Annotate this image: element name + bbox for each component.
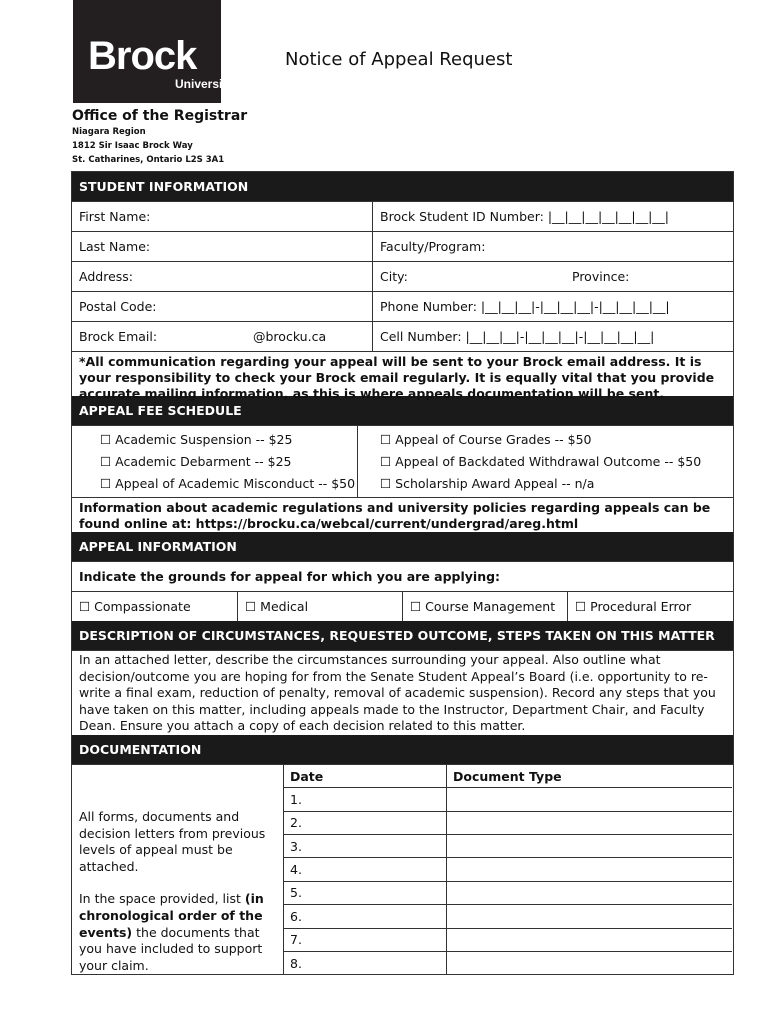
documentation-paragraph-2-b: (in chronological order of the events)	[79, 891, 264, 940]
fee-column-left	[72, 426, 358, 497]
office-address-line-2: 1812 Sir Isaac Brock Way	[72, 141, 193, 151]
document-type-cell[interactable]	[447, 881, 733, 904]
date-cell[interactable]: 1.	[284, 788, 447, 811]
ground-compassionate-checkbox[interactable]: ☐ Compassionate	[72, 592, 238, 621]
ground-medical-checkbox[interactable]: ☐ Medical	[238, 592, 403, 621]
date-cell[interactable]: 5.	[284, 881, 447, 904]
fee-schedule-header: APPEAL FEE SCHEDULE	[72, 396, 733, 425]
date-cell[interactable]: 7.	[284, 928, 447, 951]
document-type-cell[interactable]	[447, 835, 733, 858]
city-field[interactable]: City:	[380, 269, 408, 284]
brock-university-logo	[73, 0, 234, 103]
documentation-paragraph-1: All forms, documents and decision letters from previous levels of appeal must be attached.	[79, 809, 266, 874]
province-field[interactable]: Province:	[572, 269, 630, 284]
document-type-cell[interactable]	[447, 811, 733, 834]
date-cell[interactable]: 8.	[290, 955, 302, 971]
last-name-field[interactable]: Last Name:	[72, 232, 373, 261]
office-address-line-1: Niagara Region	[72, 127, 146, 137]
ground-procedural-error-checkbox[interactable]: ☐ Procedural Error	[575, 599, 692, 614]
documentation-paragraph-2-a: In the space provided, list	[79, 891, 245, 907]
first-name-field[interactable]: First Name:	[72, 202, 373, 231]
documents-table	[284, 765, 732, 974]
fee-option-academic-misconduct[interactable]: ☐ Appeal of Academic Misconduct -- $50	[100, 476, 356, 491]
description-header: DESCRIPTION OF CIRCUMSTANCES, REQUESTED OUTCOME, STEPS TAKEN ON THIS MATTER	[72, 621, 733, 650]
communication-note: *All communication regarding your appeal will be sent to your Brock email address. It is your responsibility to check your Brock email regularly. It is equally vital that you provide accurate mailing information, as this is where appeals documentation will be sent.	[72, 351, 733, 396]
documentation-paragraph-2-c: the documents that you have included to support your claim.	[79, 924, 263, 973]
table-row	[284, 928, 732, 951]
fee-option-scholarship-award[interactable]: ☐ Scholarship Award Appeal -- n/a	[380, 476, 595, 491]
fee-column-right	[358, 426, 701, 497]
date-cell[interactable]: 4.	[284, 858, 447, 881]
appeal-info-header: APPEAL INFORMATION	[72, 532, 733, 561]
appeal-form	[71, 171, 734, 975]
regulations-link[interactable]: https://brocku.ca/webcal/current/undergrad/areg.html	[195, 516, 579, 531]
phone-number-field[interactable]: Phone Number: |__|__|__|-|__|__|__|-|__|__|__|__|	[380, 299, 670, 314]
table-row	[284, 835, 732, 858]
document-type-cell[interactable]	[447, 858, 733, 881]
documentation-header: DOCUMENTATION	[72, 735, 733, 764]
table-header-row	[284, 765, 732, 788]
regulations-info-text: Information about academic regulations and university policies regarding appeals can be found online at:	[79, 500, 711, 531]
table-row	[284, 881, 732, 904]
logo-wordmark: Brock	[88, 34, 197, 78]
table-row	[284, 811, 732, 834]
cell-number-field[interactable]: Cell Number: |__|__|__|-|__|__|__|-|__|__|__|__|	[380, 329, 655, 344]
table-row	[284, 951, 732, 974]
brock-email-label: Brock Email:	[79, 329, 158, 344]
office-name: Office of the Registrar	[72, 108, 248, 124]
form-row	[72, 231, 733, 261]
ground-course-management-checkbox[interactable]: ☐ Course Management	[403, 592, 568, 621]
document-type-cell[interactable]	[447, 928, 733, 951]
form-row	[72, 291, 733, 321]
address-field[interactable]: Address:	[72, 262, 373, 291]
documentation-paragraph-2	[79, 891, 276, 974]
date-cell[interactable]: 2.	[284, 811, 447, 834]
fee-schedule	[72, 425, 733, 497]
fee-option-backdated-withdrawal[interactable]: ☐ Appeal of Backdated Withdrawal Outcome -- $50	[380, 454, 702, 469]
postal-code-field[interactable]: Postal Code:	[72, 292, 373, 321]
student-id-field[interactable]: Brock Student ID Number: |__|__|__|__|__|__|__|	[380, 209, 670, 224]
student-info-header: STUDENT INFORMATION	[72, 172, 733, 201]
fee-option-academic-suspension[interactable]: ☐ Academic Suspension -- $25	[100, 432, 293, 447]
table-row	[284, 858, 732, 881]
faculty-program-field[interactable]: Faculty/Program:	[380, 239, 486, 254]
document-type-cell[interactable]	[447, 905, 733, 928]
date-cell[interactable]: 3.	[284, 835, 447, 858]
brock-email-field[interactable]	[72, 322, 373, 351]
document-type-cell[interactable]	[447, 951, 733, 974]
date-cell[interactable]: 6.	[284, 905, 447, 928]
documentation-section	[72, 764, 733, 974]
form-row	[72, 321, 733, 351]
table-row	[284, 905, 732, 928]
date-column-header: Date	[284, 765, 447, 788]
document-type-column-header: Document Type	[447, 765, 733, 788]
grounds-options	[72, 591, 733, 621]
fee-option-course-grades[interactable]: ☐ Appeal of Course Grades -- $50	[380, 432, 592, 447]
document-type-cell[interactable]	[447, 788, 733, 811]
form-row	[72, 261, 733, 291]
grounds-question: Indicate the grounds for appeal for which you are applying:	[72, 561, 733, 591]
fee-option-academic-debarment[interactable]: ☐ Academic Debarment -- $25	[100, 454, 292, 469]
form-title: Notice of Appeal Request	[285, 49, 513, 70]
form-row	[72, 201, 733, 231]
regulations-info	[72, 497, 733, 532]
description-text: In an attached letter, describe the circumstances surrounding your appeal. Also outline what decision/outcome you are hoping for from the Senate Student Appeal’s Board (i.e. opportunity to re-write a final exam, reduction of penalty, removal of academic suspension). Record any steps that you have taken on this matter, including appeals made to the Instructor, Department Chair, and Faculty Dean. Ensure you attach a copy of each decision related to this matter.	[72, 650, 733, 735]
table-row	[284, 788, 732, 811]
documentation-instructions	[72, 765, 284, 974]
logo-subtext: University	[175, 77, 234, 91]
email-domain: @brocku.ca	[253, 329, 327, 344]
office-address-line-3: St. Catharines, Ontario L2S 3A1	[72, 155, 225, 165]
